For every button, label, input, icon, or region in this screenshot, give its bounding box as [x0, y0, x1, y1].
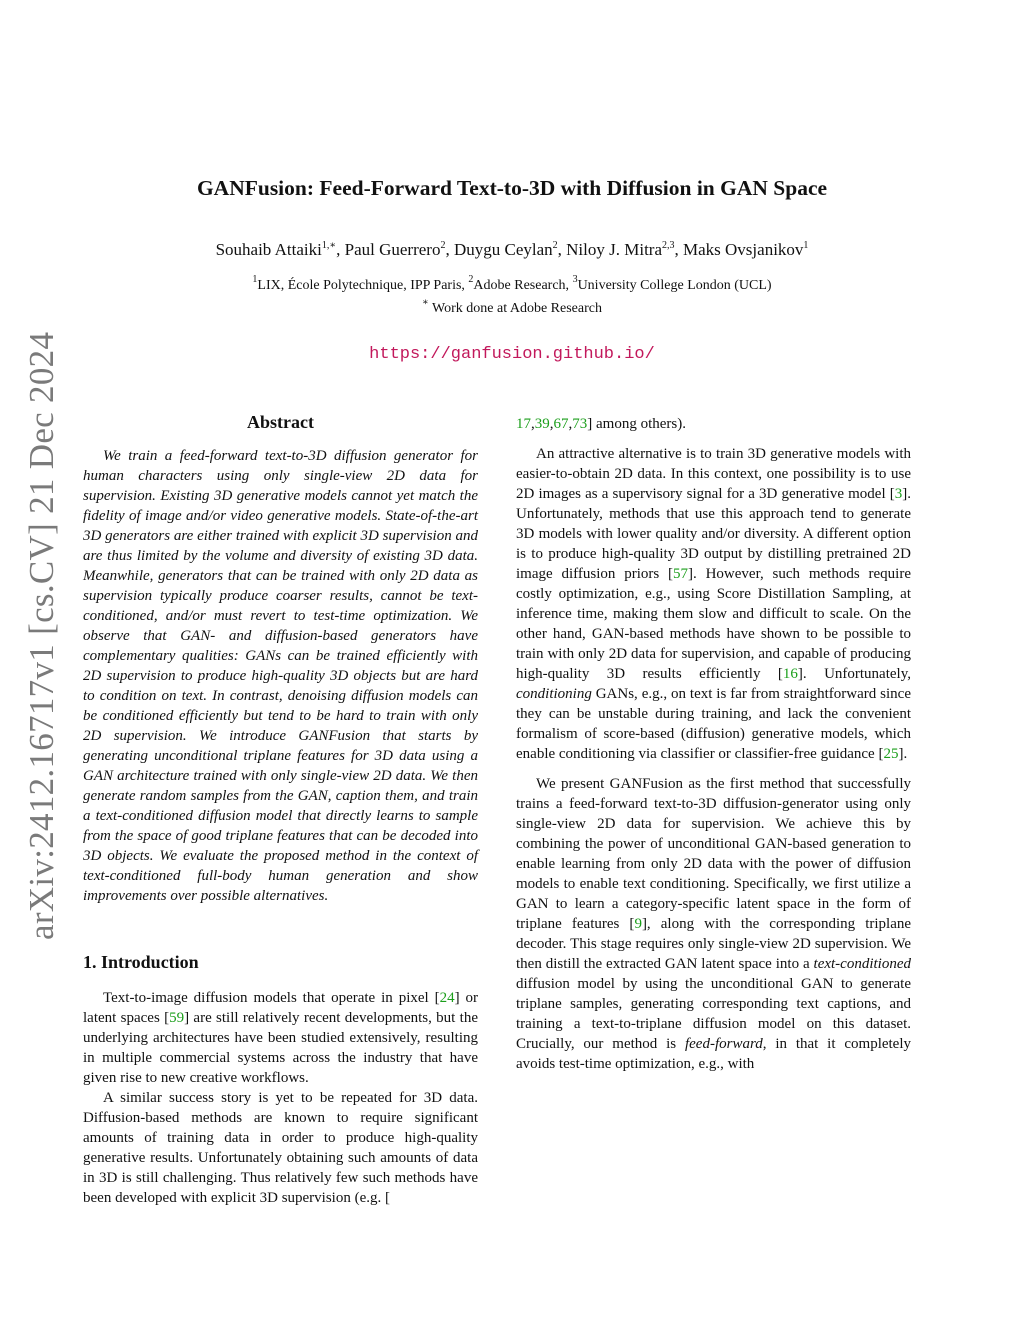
- text: ]. However, such methods require costly optimization, e.g., using Score Distillation Sampling, at inference time, making them slow and difficult to scale. On the other hand, GAN-based methods have shown to be possible to train with only 2D data for supervision, and capable of producing high-quality 3D results efficiently [: [516, 566, 911, 682]
- affil-mark: 3: [572, 274, 578, 285]
- text: A similar success story is yet to be repeated for 3D data. Diffusion-based methods are known to require significant amounts of training data in order to produce high-quality generative results. Unfortunately obtaining such amounts of data in 3D is still challenging. Thus relatively few such methods have been developed with explicit 3D supervision (e.g. [: [83, 1090, 478, 1206]
- author-name: Niloy J. Mitra: [566, 240, 662, 259]
- text: Text-to-image diffusion models that operate in pixel [: [103, 990, 440, 1006]
- intro-paragraph-2: [83, 1088, 478, 1208]
- text: ] are still relatively recent developments, but the underlying architectures have been studied extensively, resulting in multiple commercial systems across the industry that have given rise to new creative workflows.: [83, 1010, 478, 1086]
- author-name: Paul Guerrero: [344, 240, 441, 259]
- text: ].: [898, 746, 908, 762]
- citation-link[interactable]: 9: [634, 916, 642, 932]
- text: ]. Unfortunately,: [797, 666, 911, 682]
- text: We present GANFusion as the first method that successfully trains a feed-forward text-to-3D diffusion-generator using only single-view 2D data for supervision. We achieve this by combining the power of unconditional GAN-based generation to enable learning from only 2D data with the power of diffusion models to enable text conditioning. Specifically, we first utilize a GAN to learn a category-specific latent space in the form of triplane features [: [516, 776, 911, 932]
- citation-link[interactable]: 16: [782, 666, 798, 682]
- emphasis: feed-forward: [684, 1036, 763, 1052]
- author-name: Duygu Ceylan: [453, 240, 553, 259]
- note-text: Work done at Adobe Research: [432, 301, 602, 316]
- author-name: Maks Ovsjanikov: [683, 240, 804, 259]
- author-affil-mark: 2: [552, 240, 558, 251]
- affil-mark: 1: [252, 274, 258, 285]
- footnote-note: [0, 297, 1024, 317]
- project-url-link[interactable]: https://ganfusion.github.io/: [369, 345, 655, 364]
- text: ], along with the corresponding triplane decoder. This stage requires only single-view 2D supervision. We then distill the extracted GAN latent space into a: [516, 916, 912, 972]
- citation-link[interactable]: 39: [534, 416, 550, 432]
- emphasis: text-conditioned: [813, 956, 911, 972]
- paper-title: GANFusion: Feed-Forward Text-to-3D with Diffusion in GAN Space: [196, 176, 828, 200]
- section-heading-introduction: 1. Introduction: [83, 952, 199, 972]
- intro-paragraph-3: [516, 444, 911, 764]
- author-affil-mark: 1,∗: [321, 240, 337, 251]
- emphasis: conditioning: [516, 686, 592, 702]
- affiliations: [0, 274, 1024, 294]
- text: , in that it completely avoids test-time optimization, e.g., with: [516, 1036, 912, 1072]
- author-list: Souhaib Attaiki$^{1,∗}$, Paul Guerrero$^2$, Duygu Ceylan$^2$, Niloy J. Mitra$^{2,3}$, Maks Ovsjanikov$^1$: [215, 240, 809, 259]
- author-affil-mark: 1: [803, 240, 809, 251]
- intro-paragraph-2-continued: 17,39,67,73] among others).: [516, 416, 686, 432]
- citation-link[interactable]: 67: [553, 416, 569, 432]
- citation-link[interactable]: 25: [883, 746, 899, 762]
- author-name: Souhaib Attaiki: [215, 240, 322, 259]
- text: ] or latent spaces [: [83, 990, 478, 1026]
- left-column: [83, 412, 478, 1208]
- intro-paragraph-1: [83, 988, 478, 1088]
- citation-link[interactable]: 24: [439, 990, 455, 1006]
- abstract-text: We train a feed-forward text-to-3D diffusion generator for human characters using only single-view 2D data for supervision. Existing 3D generative models cannot yet match the fidelity of image and/or video generative models. State-of-the-art 3D generators are either trained with explicit 3D supervision and are thus limited by the volume and diversity of existing 3D data. Meanwhile, generators that can be trained with only 2D data as supervision typically produce coarser results, cannot be text-conditioned, and/or must revert to test-time optimization. We observe that GAN- and diffusion-based generators have complementary qualities: GANs can be trained efficiently with 2D supervision to produce high-quality 3D objects but are hard to condition on text. In contrast, denoising diffusion models can be conditioned efficiently but tend to be hard to train with only 2D supervision. We introduce GANFusion that starts by generating unconditional triplane features for 3D data using a GAN architecture trained with only single-view 2D data. We then generate random samples from the GAN, caption them, and train a text-conditioned diffusion model that directly learns to sample from the space of good triplane features that can be decoded into 3D objects. We evaluate the proposed method in the context of text-conditioned full-body human generation and show improvements over possible alternatives.: [83, 448, 478, 904]
- note-mark: ∗: [422, 297, 429, 308]
- text: An attractive alternative is to train 3D generative models with easier-to-obtain 2D data. In this context, one possibility is to use 2D images as a supervisory signal for a 3D generative model [: [516, 446, 911, 502]
- affiliation: Adobe Research,: [473, 278, 570, 293]
- author-affil-mark: 2: [440, 240, 446, 251]
- text: ] among others).: [587, 416, 686, 432]
- citation-link[interactable]: 73: [572, 416, 588, 432]
- citation-link[interactable]: 17: [516, 416, 531, 432]
- intro-paragraph-4: [516, 774, 911, 1074]
- abstract-heading: Abstract: [247, 412, 314, 432]
- citation-link[interactable]: 59: [169, 1010, 185, 1026]
- right-column: [516, 414, 911, 1074]
- arxiv-identifier: arXiv:2412.16717v1 [cs.CV] 21 Dec 2024: [22, 331, 61, 940]
- affil-mark: 2: [468, 274, 474, 285]
- citation-link[interactable]: 57: [673, 566, 689, 582]
- text: ]. Unfortunately, methods that use this approach tend to generate 3D models with lower quality and/or diversity. A different option is to produce high-quality 3D output by distilling pretrained 2D image diffusion priors [: [516, 486, 911, 582]
- affiliation: University College London (UCL): [577, 278, 772, 293]
- text: GANs, e.g., on text is far from straightforward since they can be unstable during training, and lack the convenient formalism of score-based (diffusion) generative models, which enable conditioning via classifier or classifier-free guidance [: [516, 686, 911, 762]
- text: diffusion model by using the unconditional GAN to generate triplane samples, generating corresponding text captions, and training a text-to-triplane diffusion model on this dataset. Crucially, our method is: [516, 976, 911, 1052]
- affiliation: LIX, École Polytechnique, IPP Paris,: [257, 278, 465, 293]
- author-affil-mark: 2,3: [662, 240, 675, 251]
- citation-link[interactable]: 3: [894, 486, 903, 502]
